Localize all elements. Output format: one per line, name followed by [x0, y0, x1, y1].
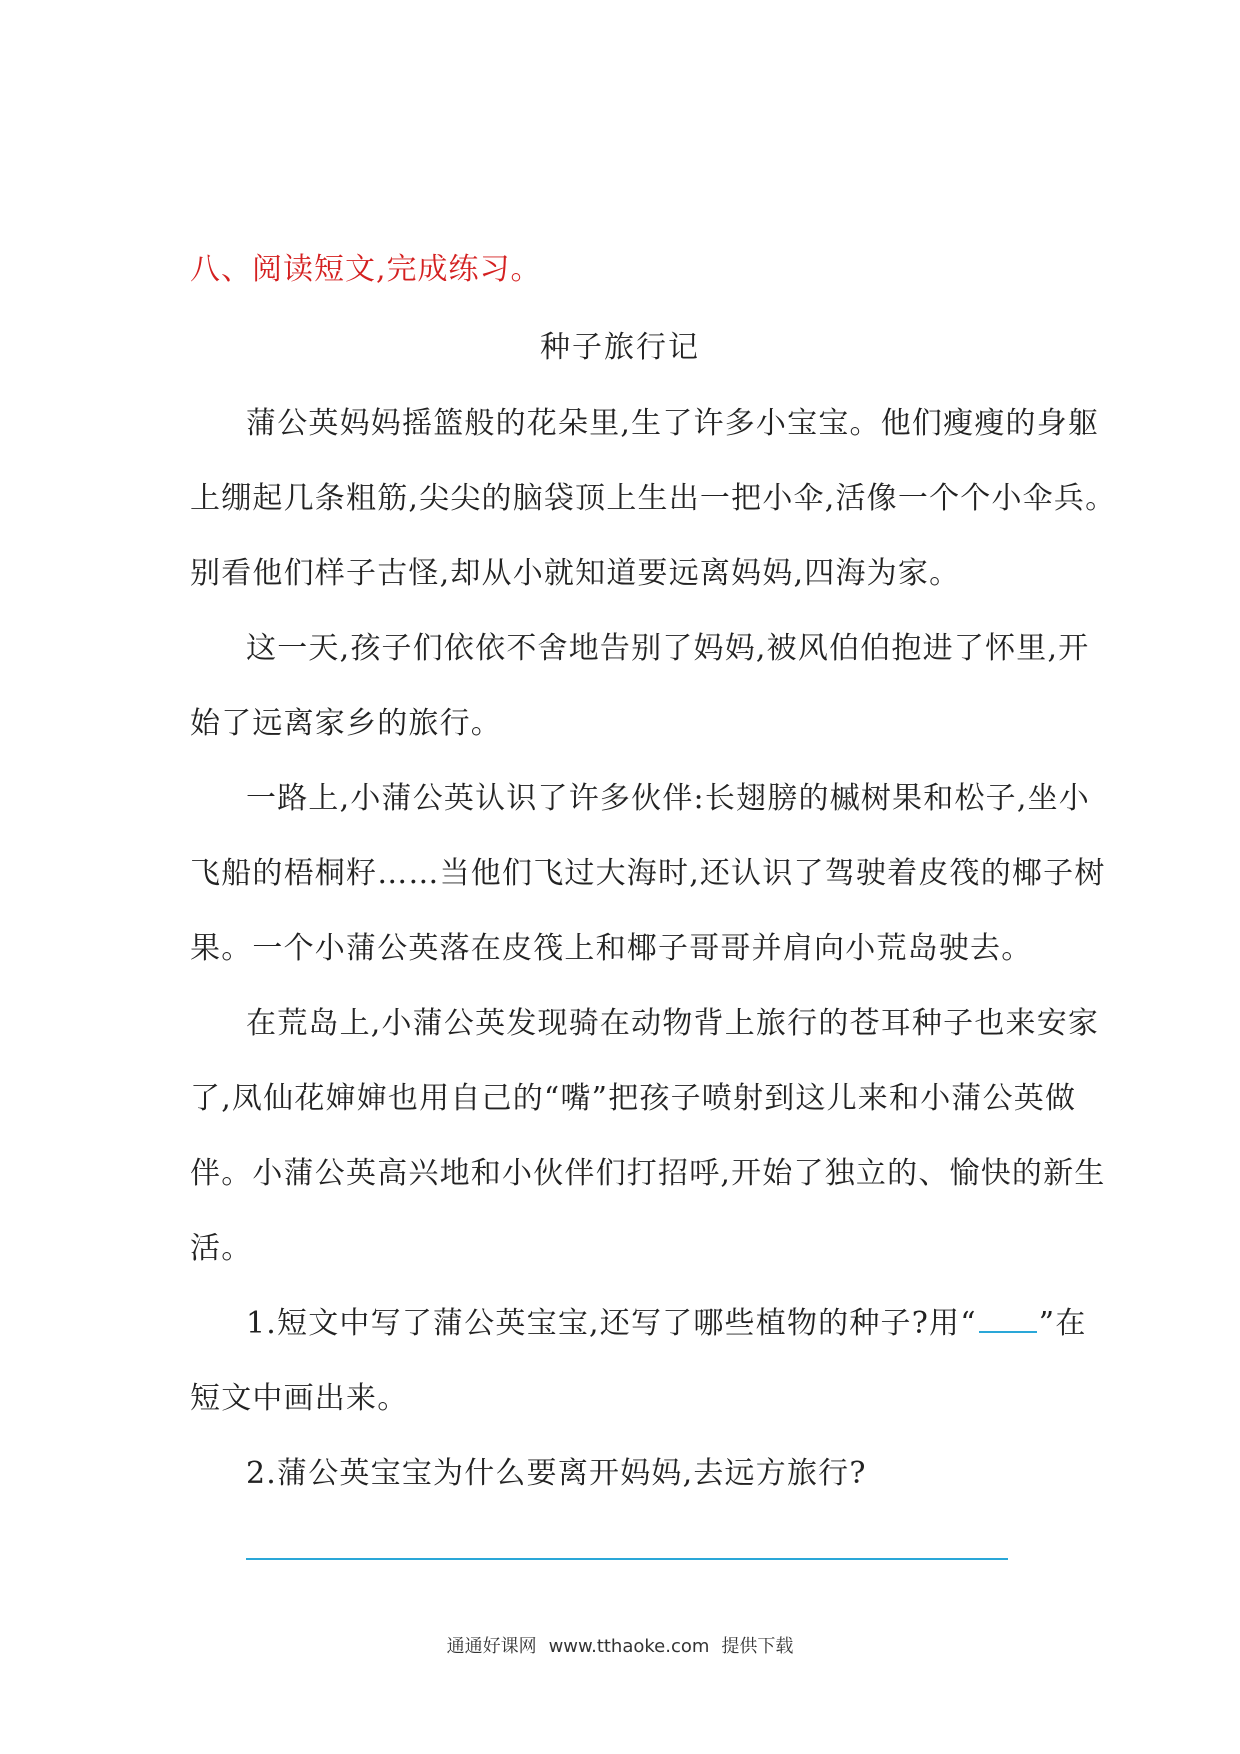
question-1-text: 1.短文中写了蒲公英宝宝,还写了哪些植物的种子?用“ — [246, 1306, 977, 1341]
answer-line[interactable] — [246, 1558, 1008, 1560]
article-line: 飞船的梧桐籽……当他们飞过大海时,还认识了驾驶着皮筏的椰子树 — [190, 856, 1106, 891]
footer-url[interactable]: www.tthaoke.com — [548, 1636, 710, 1657]
article-line: 伴。小蒲公英高兴地和小伙伴们打招呼,开始了独立的、愉快的新生 — [190, 1156, 1106, 1191]
question-1 — [246, 1298, 1087, 1342]
article-line: 活。 — [190, 1231, 253, 1266]
underline-sample — [979, 1307, 1037, 1333]
article-line: 果。一个小蒲公英落在皮筏上和椰子哥哥并肩向小荒岛驶去。 — [190, 931, 1033, 966]
article-line: 这一天,孩子们依依不舍地告别了妈妈,被风伯伯抱进了怀里,开 — [246, 631, 1090, 666]
article-line: 别看他们样子古怪,却从小就知道要远离妈妈,四海为家。 — [190, 556, 961, 591]
article-line: 在荒岛上,小蒲公英发现骑在动物背上旅行的苍耳种子也来安家 — [246, 1006, 1100, 1041]
question-1-text-end: ”在 — [1038, 1306, 1087, 1341]
article-title: 种子旅行记 — [540, 330, 700, 365]
section-heading: 八、阅读短文,完成练习。 — [190, 252, 542, 287]
article-line: 上绷起几条粗筋,尖尖的脑袋顶上生出一把小伞,活像一个个小伞兵。 — [190, 481, 1117, 516]
article-line: 始了远离家乡的旅行。 — [190, 706, 502, 741]
question-1-line-2: 短文中画出来。 — [190, 1381, 409, 1416]
article-line: 蒲公英妈妈摇篮般的花朵里,生了许多小宝宝。他们瘦瘦的身躯 — [246, 406, 1100, 441]
article-line: 一路上,小蒲公英认识了许多伙伴:长翅膀的槭树果和松子,坐小 — [246, 781, 1090, 816]
footer — [0, 1632, 1240, 1658]
question-2: 2.蒲公英宝宝为什么要离开妈妈,去远方旅行? — [246, 1456, 867, 1491]
article-line: 了,凤仙花婶婶也用自己的“嘴”把孩子喷射到这儿来和小蒲公英做 — [190, 1081, 1077, 1116]
footer-site-name: 通通好课网 — [446, 1636, 537, 1657]
footer-suffix: 提供下载 — [721, 1636, 794, 1657]
